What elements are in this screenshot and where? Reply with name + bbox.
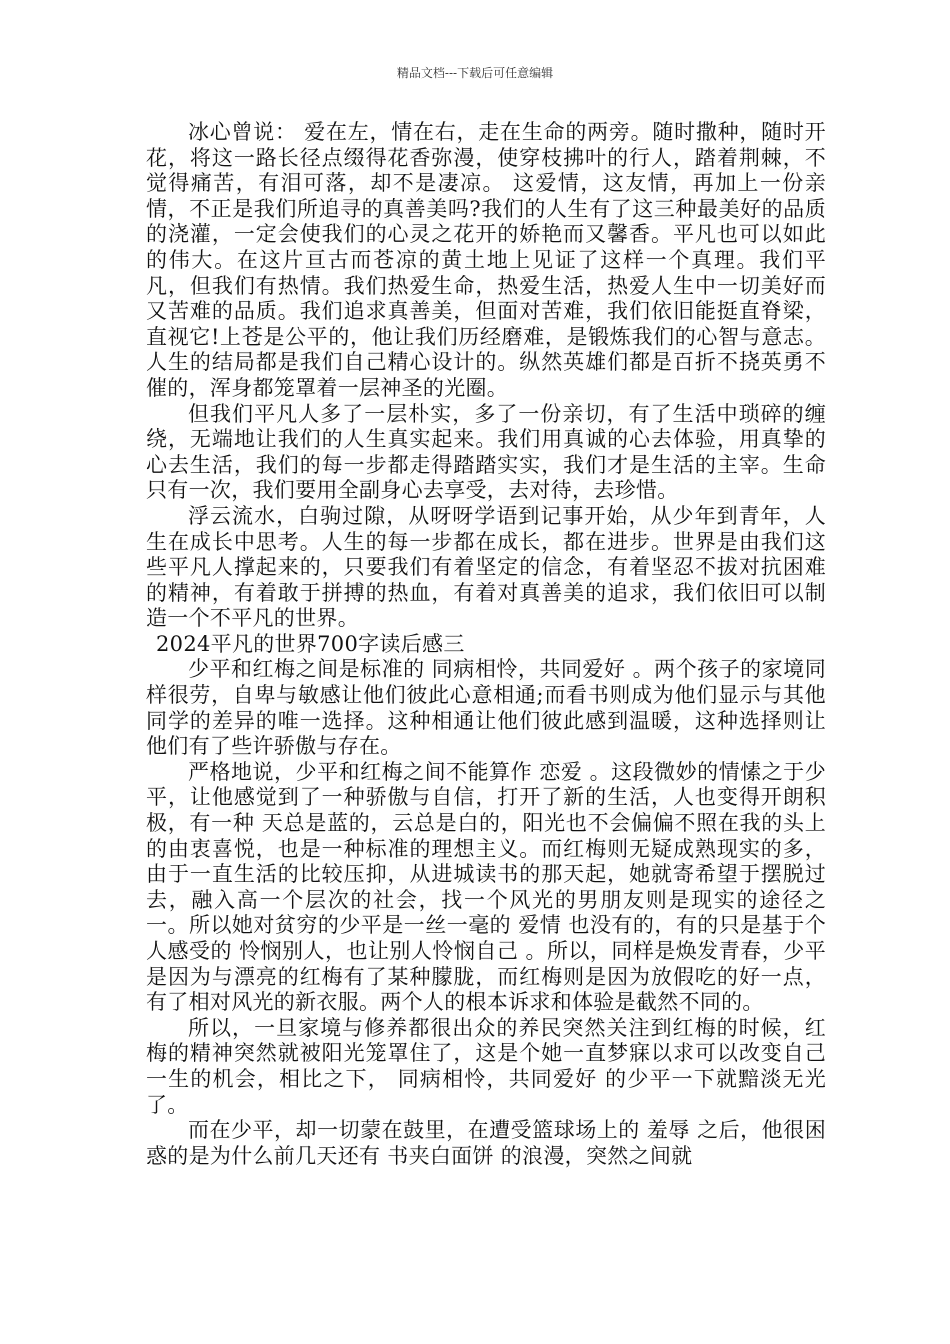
document-body bbox=[146, 120, 826, 1169]
paragraph: 浮云流水，白驹过隙，从呀呀学语到记事开始，从少年到青年，人生在成长中思考。人生的每一步都在成长，都在进步。世界是由我们这些平凡人撑起来的，只要我们有着坚定的信念，有着坚忍不拔对抗困难的精神，有着敢于拼搏的热血，有着对真善美的追求，我们依旧可以制造一个不平凡的世界。 bbox=[146, 503, 826, 631]
paragraph: 所以，一旦家境与修养都很出众的养民突然关注到红梅的时候，红梅的精神突然就被阳光笼罩住了，这是个她一直梦寐以求可以改变自己一生的机会，相比之下， 同病相怜，共同爱好 的少平一下就黯淡无光了。 bbox=[146, 1015, 826, 1117]
page-header: 精品文档---下载后可任意编辑 bbox=[396, 66, 554, 80]
paragraph: 少平和红梅之间是标准的 同病相怜，共同爱好 。两个孩子的家境同样很劳，自卑与敏感让他们彼此心意相通;而看书则成为他们显示与其他同学的差异的唯一选择。这种相通让他们彼此感到温暖，这种选择则让他们有了些许骄傲与存在。 bbox=[146, 657, 826, 759]
paragraph: 而在少平，却一切蒙在鼓里，在遭受篮球场上的 羞辱 之后，他很困惑的是为什么前几天还有 书夹白面饼 的浪漫，突然之间就 bbox=[146, 1118, 826, 1168]
paragraph: 冰心曾说： 爱在左，情在右，走在生命的两旁。随时撒种，随时开花，将这一路长径点缀得花香弥漫，使穿枝拂叶的行人，踏着荆棘，不觉得痛苦，有泪可落，却不是凄凉。 这爱情，这友情，再加上一份亲情，不正是我们所追寻的真善美吗?我们的人生有了这三种最美好的品质的浇灌，一定会使我们的心灵之花开的娇艳而又馨香。平凡也可以如此的伟大。在这片亘古而苍凉的黄土地上见证了这样一个真理。我们平凡，但我们有热情。我们热爱生命，热爱生活，热爱人生中一切美好而又苦难的品质。我们追求真善美，但面对苦难，我们依旧能挺直脊梁，直视它!上苍是公平的，他让我们历经磨难，是锻炼我们的心智与意志。人生的结局都是我们自己精心设计的。纵然英雄们都是百折不挠英勇不催的，浑身都笼罩着一层神圣的光圈。 bbox=[146, 120, 826, 400]
section-title: 2024平凡的世界700字读后感三 bbox=[156, 631, 465, 656]
paragraph: 严格地说，少平和红梅之间不能算作 恋爱 。这段微妙的情愫之于少平，让他感觉到了一种骄傲与自信，打开了新的生活，人也变得开朗积极，有一种 天总是蓝的，云总是白的，阳光也不会偏偏不照在我的头上 的由衷喜悦，也是一种标准的理想主义。而红梅则无疑成熟现实的多，由于一直生活的比较压抑，从进城读书的那天起，她就寄希望于摆脱过去，融入高一个层次的社会，找一个风光的男朋友则是现实的途径之一。所以她对贫穷的少平是一丝一毫的 爱情 也没有的，有的只是基于个人感受的 怜悯别人，也让别人怜悯自己 。所以，同样是焕发青春，少平是因为与漂亮的红梅有了某种朦胧，而红梅则是因为放假吃的好一点，有了相对风光的新衣服。两个人的根本诉求和体验是截然不同的。 bbox=[146, 759, 826, 1015]
paragraph: 但我们平凡人多了一层朴实，多了一份亲切，有了生活中琐碎的缠绕，无端地让我们的人生真实起来。我们用真诚的心去体验，用真挚的心去生活，我们的每一步都走得踏踏实实，我们才是生活的主宰。生命只有一次，我们要用全副身心去享受，去对待，去珍惜。 bbox=[146, 401, 826, 503]
